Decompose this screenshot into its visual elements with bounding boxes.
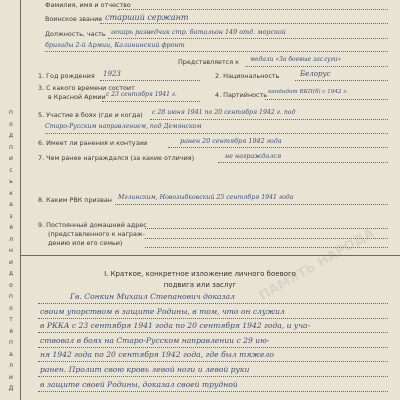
field-7-label: 7. Чем ранее награждался (за какие отличия)	[38, 154, 195, 162]
narrative-rule	[38, 318, 388, 319]
position-value-1: лекарь разведчик стр. батальон 149 отд. морской	[110, 28, 286, 36]
award-rule	[245, 66, 388, 67]
rank-rule	[100, 23, 388, 24]
name-rule	[118, 9, 388, 10]
name-label: Фамилия, имя и отчество	[45, 1, 131, 9]
field-3-rule	[102, 101, 200, 102]
rank-value: старший сержант	[105, 13, 189, 22]
field-6-value: ранен 20 сентября 1942 года	[180, 137, 282, 145]
narrative-line: ранен. Пролит свою кровь левой ноги и левой руки	[40, 365, 250, 374]
position-label: Должность, часть	[45, 30, 106, 38]
field-5-value-2: Старо-Русским направлением, под Демянском	[45, 123, 202, 130]
award-value: медали «За боевые заслуги»	[250, 56, 342, 63]
field-2-rule	[295, 80, 388, 81]
narrative-line: ствовал в боях на Старо-Русском направлении с 29 ию-	[40, 335, 270, 345]
side-letter: а	[9, 201, 13, 208]
rank-label: Воинское звание	[45, 15, 103, 23]
field-3-label-2: в Красной Армии	[48, 93, 106, 101]
field-4-label: 4. Партийность	[215, 91, 268, 99]
side-letter: о	[9, 304, 13, 312]
field-5-value-1: с 28 июня 1941 по 20 сентября 1942 г. под	[152, 109, 296, 116]
narrative-line: в защите своей Родины, доказал своей трудной	[40, 379, 238, 389]
position-rule-1	[108, 38, 388, 39]
field-6-rule	[168, 147, 388, 148]
position-value-2: бригады 2-й Армии, Калининский фронт	[45, 41, 185, 49]
side-letter: и	[9, 258, 13, 266]
narrative-rule	[38, 391, 388, 392]
field-7-rule	[218, 162, 388, 163]
field-9-label-2: (представленного к награж-	[48, 230, 145, 238]
side-letter: я	[9, 327, 13, 335]
field-2-value: Белорус	[300, 70, 331, 78]
field-1-rule	[100, 80, 200, 81]
side-letter: п	[9, 143, 13, 151]
side-label	[6, 110, 16, 400]
narrative-rule	[38, 347, 388, 348]
narrative-line: ня 1942 года по 20 сентября 1942 года, где был тяжело	[40, 350, 274, 360]
side-letter: л	[9, 362, 13, 369]
field-9-label-3: дению или его семьи)	[48, 239, 123, 247]
side-letter: н	[9, 247, 13, 254]
narrative-rule	[38, 303, 388, 304]
side-letter: о	[9, 281, 13, 289]
field-6-label: 6. Имеет ли ранения и контузии	[38, 139, 148, 147]
side-letter: Д	[8, 385, 14, 392]
position-rule-2	[45, 51, 388, 52]
side-letter: л	[9, 235, 13, 243]
side-letter: п	[9, 109, 13, 116]
field-8-value: Мглинским, Новозыбковский 25 сентября 1941 года	[118, 194, 294, 201]
side-letter: и	[9, 373, 13, 381]
narrative-rule	[38, 361, 388, 362]
field-9-label: 9. Постоянный домашний адрес	[38, 221, 147, 229]
field-9-rule-2	[145, 238, 388, 239]
side-letter: т	[9, 316, 13, 323]
watermark-text: ПАМЯТЬ НАРОДА	[256, 225, 378, 305]
side-letter: п	[9, 293, 13, 300]
field-2-label: 2. Национальность	[215, 72, 280, 80]
side-letter: д	[8, 132, 14, 139]
side-letter: ь	[9, 178, 13, 185]
narrative-line: в РККА с 23 сентября 1941 года по 20 сентября 1942 года, и уча-	[40, 321, 311, 331]
section-title-1: I. Краткое, конкретное изложение личного боевого	[104, 270, 296, 278]
field-4-value: кандидат ВКП(б) с 1942 г.	[268, 89, 348, 95]
field-5-label: 5. Участие в боях (где и когда)	[38, 111, 143, 119]
side-letter: з	[9, 212, 13, 220]
side-letter: п	[9, 339, 13, 346]
side-letter: к	[9, 189, 13, 197]
side-letter: с	[9, 166, 13, 174]
field-3-label: 3. С какого времени состоит	[38, 84, 135, 92]
field-5-rule-1	[150, 119, 388, 120]
section-separator	[20, 255, 400, 256]
field-9-rule-1	[145, 228, 388, 229]
narrative-line: Гв. Сонкин Михаил Степанович доказал	[70, 292, 236, 301]
margin-line	[20, 0, 21, 400]
side-letter: а	[9, 350, 13, 358]
field-7-value: не награждался	[225, 152, 282, 160]
section-title-2: подвига или заслуг	[163, 281, 237, 289]
field-8-rule	[115, 204, 388, 205]
field-1-value: 1923	[103, 70, 121, 78]
side-letter: я	[9, 224, 13, 231]
narrative-line: своим упорством в защите Родины, в том, что он служил	[40, 306, 285, 316]
field-4-rule	[265, 99, 388, 100]
side-letter: о	[9, 120, 13, 128]
narrative-rule	[38, 376, 388, 377]
side-letter: д	[8, 270, 14, 277]
field-8-label: 8. Каким РВК призван	[38, 196, 112, 204]
field-5-rule-2	[45, 133, 388, 134]
field-9-rule-3	[145, 247, 388, 248]
award-label: Представляется к	[178, 58, 239, 66]
field-3-value: с 23 сентября 1941 г.	[106, 91, 177, 98]
narrative-rule	[38, 332, 388, 333]
side-letter: и	[9, 155, 13, 162]
field-1-label: 1. Год рождения	[38, 72, 95, 80]
